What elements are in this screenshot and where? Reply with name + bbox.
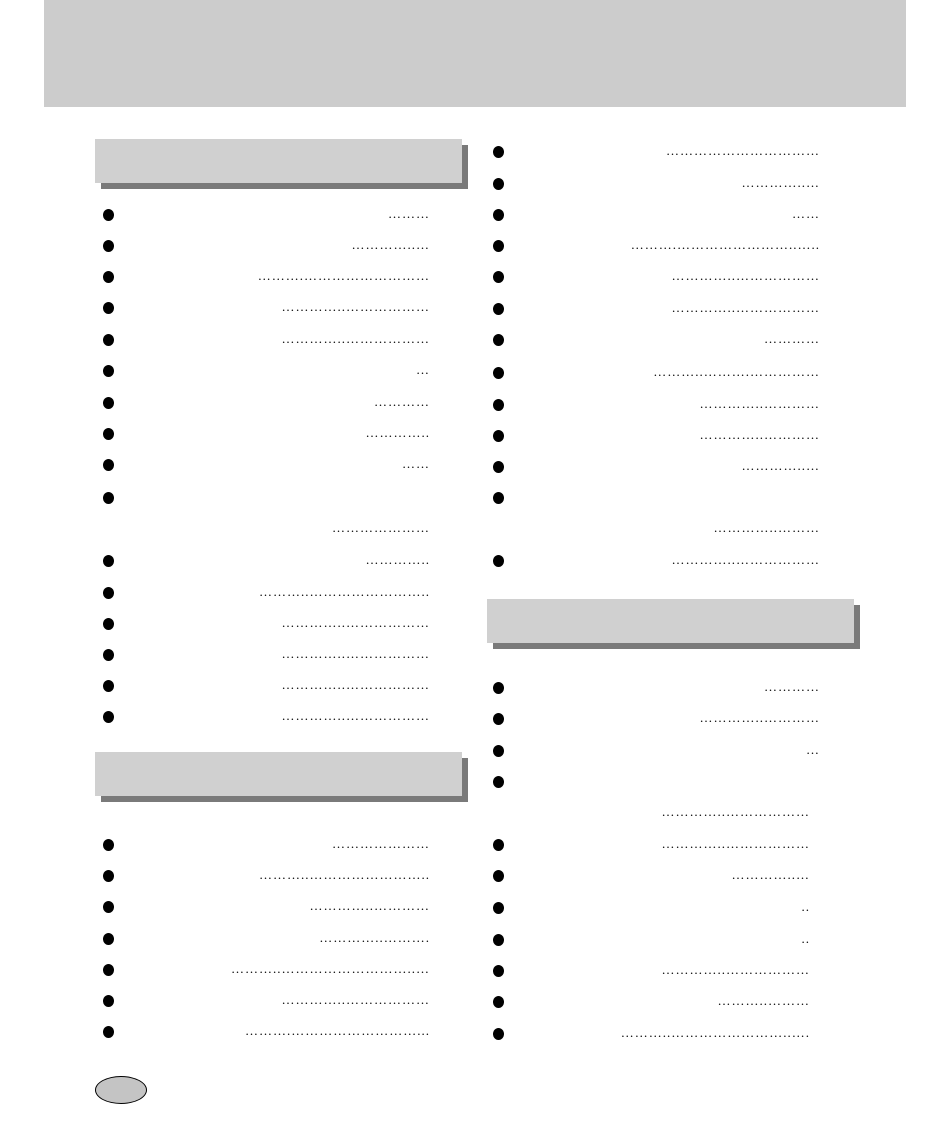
toc-entry [493, 899, 810, 919]
toc-entry [493, 237, 820, 257]
bullet-icon [493, 776, 504, 788]
bullet-icon [103, 459, 114, 471]
toc-entry [103, 992, 430, 1012]
dot-leader: …………..……………… [671, 268, 820, 283]
dot-leader: .. [801, 931, 810, 946]
bullet-icon [493, 334, 504, 346]
toc-entry [493, 1025, 810, 1045]
toc-entry [493, 931, 810, 951]
bullet-icon [103, 933, 114, 945]
dot-leader: ………….. [365, 425, 430, 440]
bullet-icon [103, 397, 114, 409]
bullet-icon [103, 302, 114, 314]
bullet-icon [103, 334, 114, 346]
dot-leader: …………..……………… [661, 836, 810, 851]
toc-entry [103, 394, 430, 414]
bullet-icon [103, 240, 114, 252]
bullet-icon [103, 901, 114, 913]
section-header-box-1 [95, 139, 462, 183]
dot-leader: ………..……………………..…. [620, 1025, 810, 1040]
dot-leader: …………..……… [713, 520, 820, 535]
bullet-icon [103, 995, 114, 1007]
dot-leader: ………… [764, 679, 820, 694]
bullet-icon [493, 271, 504, 283]
dot-leader: …………..……………… [671, 300, 820, 315]
dot-leader: …… [402, 456, 430, 471]
toc-entry [493, 364, 820, 384]
dot-leader: ………..……… [717, 993, 810, 1008]
dot-leader: ………….. [365, 552, 430, 567]
bullet-icon [493, 902, 504, 914]
section-header-box-3 [487, 599, 854, 643]
bullet-icon [493, 745, 504, 757]
bullet-icon [103, 365, 114, 377]
page-number-badge [95, 1076, 147, 1104]
dot-leader: …………..……………… [281, 708, 430, 723]
toc-entry [103, 961, 430, 981]
bullet-icon [493, 713, 504, 725]
dot-leader: …………..… [741, 175, 820, 190]
toc-entry [103, 552, 430, 572]
dot-leader: ………..…………………….. [259, 867, 430, 882]
toc-entry [103, 1023, 430, 1043]
dot-leader: ……….……………………… [257, 268, 430, 283]
bullet-icon [493, 492, 504, 504]
toc-entry [103, 867, 430, 887]
toc-entry [493, 458, 820, 478]
toc-entry [493, 993, 810, 1013]
dot-leader: ……….……………………..….. [630, 237, 820, 252]
bullet-icon [493, 146, 504, 158]
toc-entry [493, 489, 820, 509]
dot-leader: ………..………………………..… [231, 961, 430, 976]
dot-leader: ………………… [332, 520, 430, 535]
bullet-icon [103, 711, 114, 723]
toc-entry [493, 773, 820, 793]
bullet-icon [103, 555, 114, 567]
dot-leader: …………..………… [699, 710, 820, 725]
toc-entry [493, 268, 820, 288]
toc-entry [103, 615, 430, 635]
toc-entry [103, 930, 430, 950]
bullet-icon [493, 555, 504, 567]
toc-entry [103, 646, 430, 666]
toc-entry [103, 206, 430, 226]
toc-entry [493, 427, 820, 447]
dot-leader: …………..……………… [661, 804, 810, 819]
toc-entry [103, 584, 430, 604]
dot-leader: …………..……………… [671, 552, 820, 567]
bullet-icon [493, 934, 504, 946]
toc-entry [493, 742, 820, 762]
bullet-icon [103, 680, 114, 692]
dot-leader: ………………… [332, 836, 430, 851]
bullet-icon [493, 178, 504, 190]
page-header-band [44, 0, 906, 107]
bullet-icon [103, 587, 114, 599]
toc-entry [493, 175, 820, 195]
toc-entry [103, 299, 430, 319]
dot-leader: ………..……….…………… [653, 364, 820, 379]
toc-entry [493, 300, 820, 320]
bullet-icon [493, 1028, 504, 1040]
toc-entry [493, 520, 820, 540]
toc-entry [493, 679, 820, 699]
bullet-icon [103, 870, 114, 882]
bullet-icon [103, 618, 114, 630]
dot-leader: …………..……………… [281, 615, 430, 630]
toc-entry [103, 425, 430, 445]
toc-entry [103, 520, 430, 540]
dot-leader: …………..……………… [281, 299, 430, 314]
bullet-icon [103, 964, 114, 976]
toc-entry [103, 362, 430, 382]
toc-entry [493, 331, 820, 351]
dot-leader: …………..… [741, 458, 820, 473]
dot-leader: ………… [764, 331, 820, 346]
dot-leader: …………..… [731, 867, 810, 882]
bullet-icon [493, 209, 504, 221]
dot-leader: …………..………… [699, 427, 820, 442]
dot-leader: …………..……………… [281, 331, 430, 346]
dot-leader: …………..……………… [661, 962, 810, 977]
dot-leader: ………… [374, 394, 430, 409]
toc-entry [103, 489, 430, 509]
toc-entry [493, 867, 810, 887]
bullet-icon [493, 965, 504, 977]
toc-entry [103, 268, 430, 288]
dot-leader: …………..………… [309, 898, 430, 913]
toc-entry [493, 962, 810, 982]
toc-entry [103, 237, 430, 257]
section-header-box-2 [95, 752, 462, 796]
toc-entry [493, 710, 820, 730]
dot-leader: … [416, 362, 430, 377]
bullet-icon [493, 367, 504, 379]
bullet-icon [103, 839, 114, 851]
bullet-icon [493, 461, 504, 473]
bullet-icon [103, 271, 114, 283]
bullet-icon [493, 682, 504, 694]
bullet-icon [103, 492, 114, 504]
dot-leader: …………..………. [319, 930, 430, 945]
toc-entry [493, 552, 820, 572]
bullet-icon [493, 996, 504, 1008]
bullet-icon [493, 399, 504, 411]
dot-leader: ………..…………………….. [259, 584, 430, 599]
toc-entry [493, 396, 820, 416]
dot-leader: …………..……………… [281, 677, 430, 692]
toc-entry [493, 836, 810, 856]
bullet-icon [493, 839, 504, 851]
toc-entry [103, 836, 430, 856]
dot-leader: ……….………………………... [245, 1023, 430, 1038]
dot-leader: … [806, 742, 820, 757]
dot-leader: …………..………… [699, 396, 820, 411]
bullet-icon [103, 428, 114, 440]
dot-leader: …………..……………… [281, 992, 430, 1007]
bullet-icon [103, 209, 114, 221]
bullet-icon [103, 1026, 114, 1038]
bullet-icon [493, 303, 504, 315]
bullet-icon [103, 649, 114, 661]
dot-leader: .. [801, 899, 810, 914]
bullet-icon [493, 240, 504, 252]
toc-entry [103, 708, 430, 728]
dot-leader: …… [792, 206, 820, 221]
dot-leader: …………..… [351, 237, 430, 252]
toc-entry [493, 804, 810, 824]
toc-entry [493, 206, 820, 226]
dot-leader: ……… [388, 206, 430, 221]
toc-entry [103, 456, 430, 476]
toc-entry [103, 331, 430, 351]
toc-entry [103, 677, 430, 697]
toc-entry [493, 143, 820, 163]
bullet-icon [493, 870, 504, 882]
bullet-icon [493, 430, 504, 442]
dot-leader: …………..……………… [281, 646, 430, 661]
dot-leader: …………………………… [666, 143, 820, 158]
toc-entry [103, 898, 430, 918]
